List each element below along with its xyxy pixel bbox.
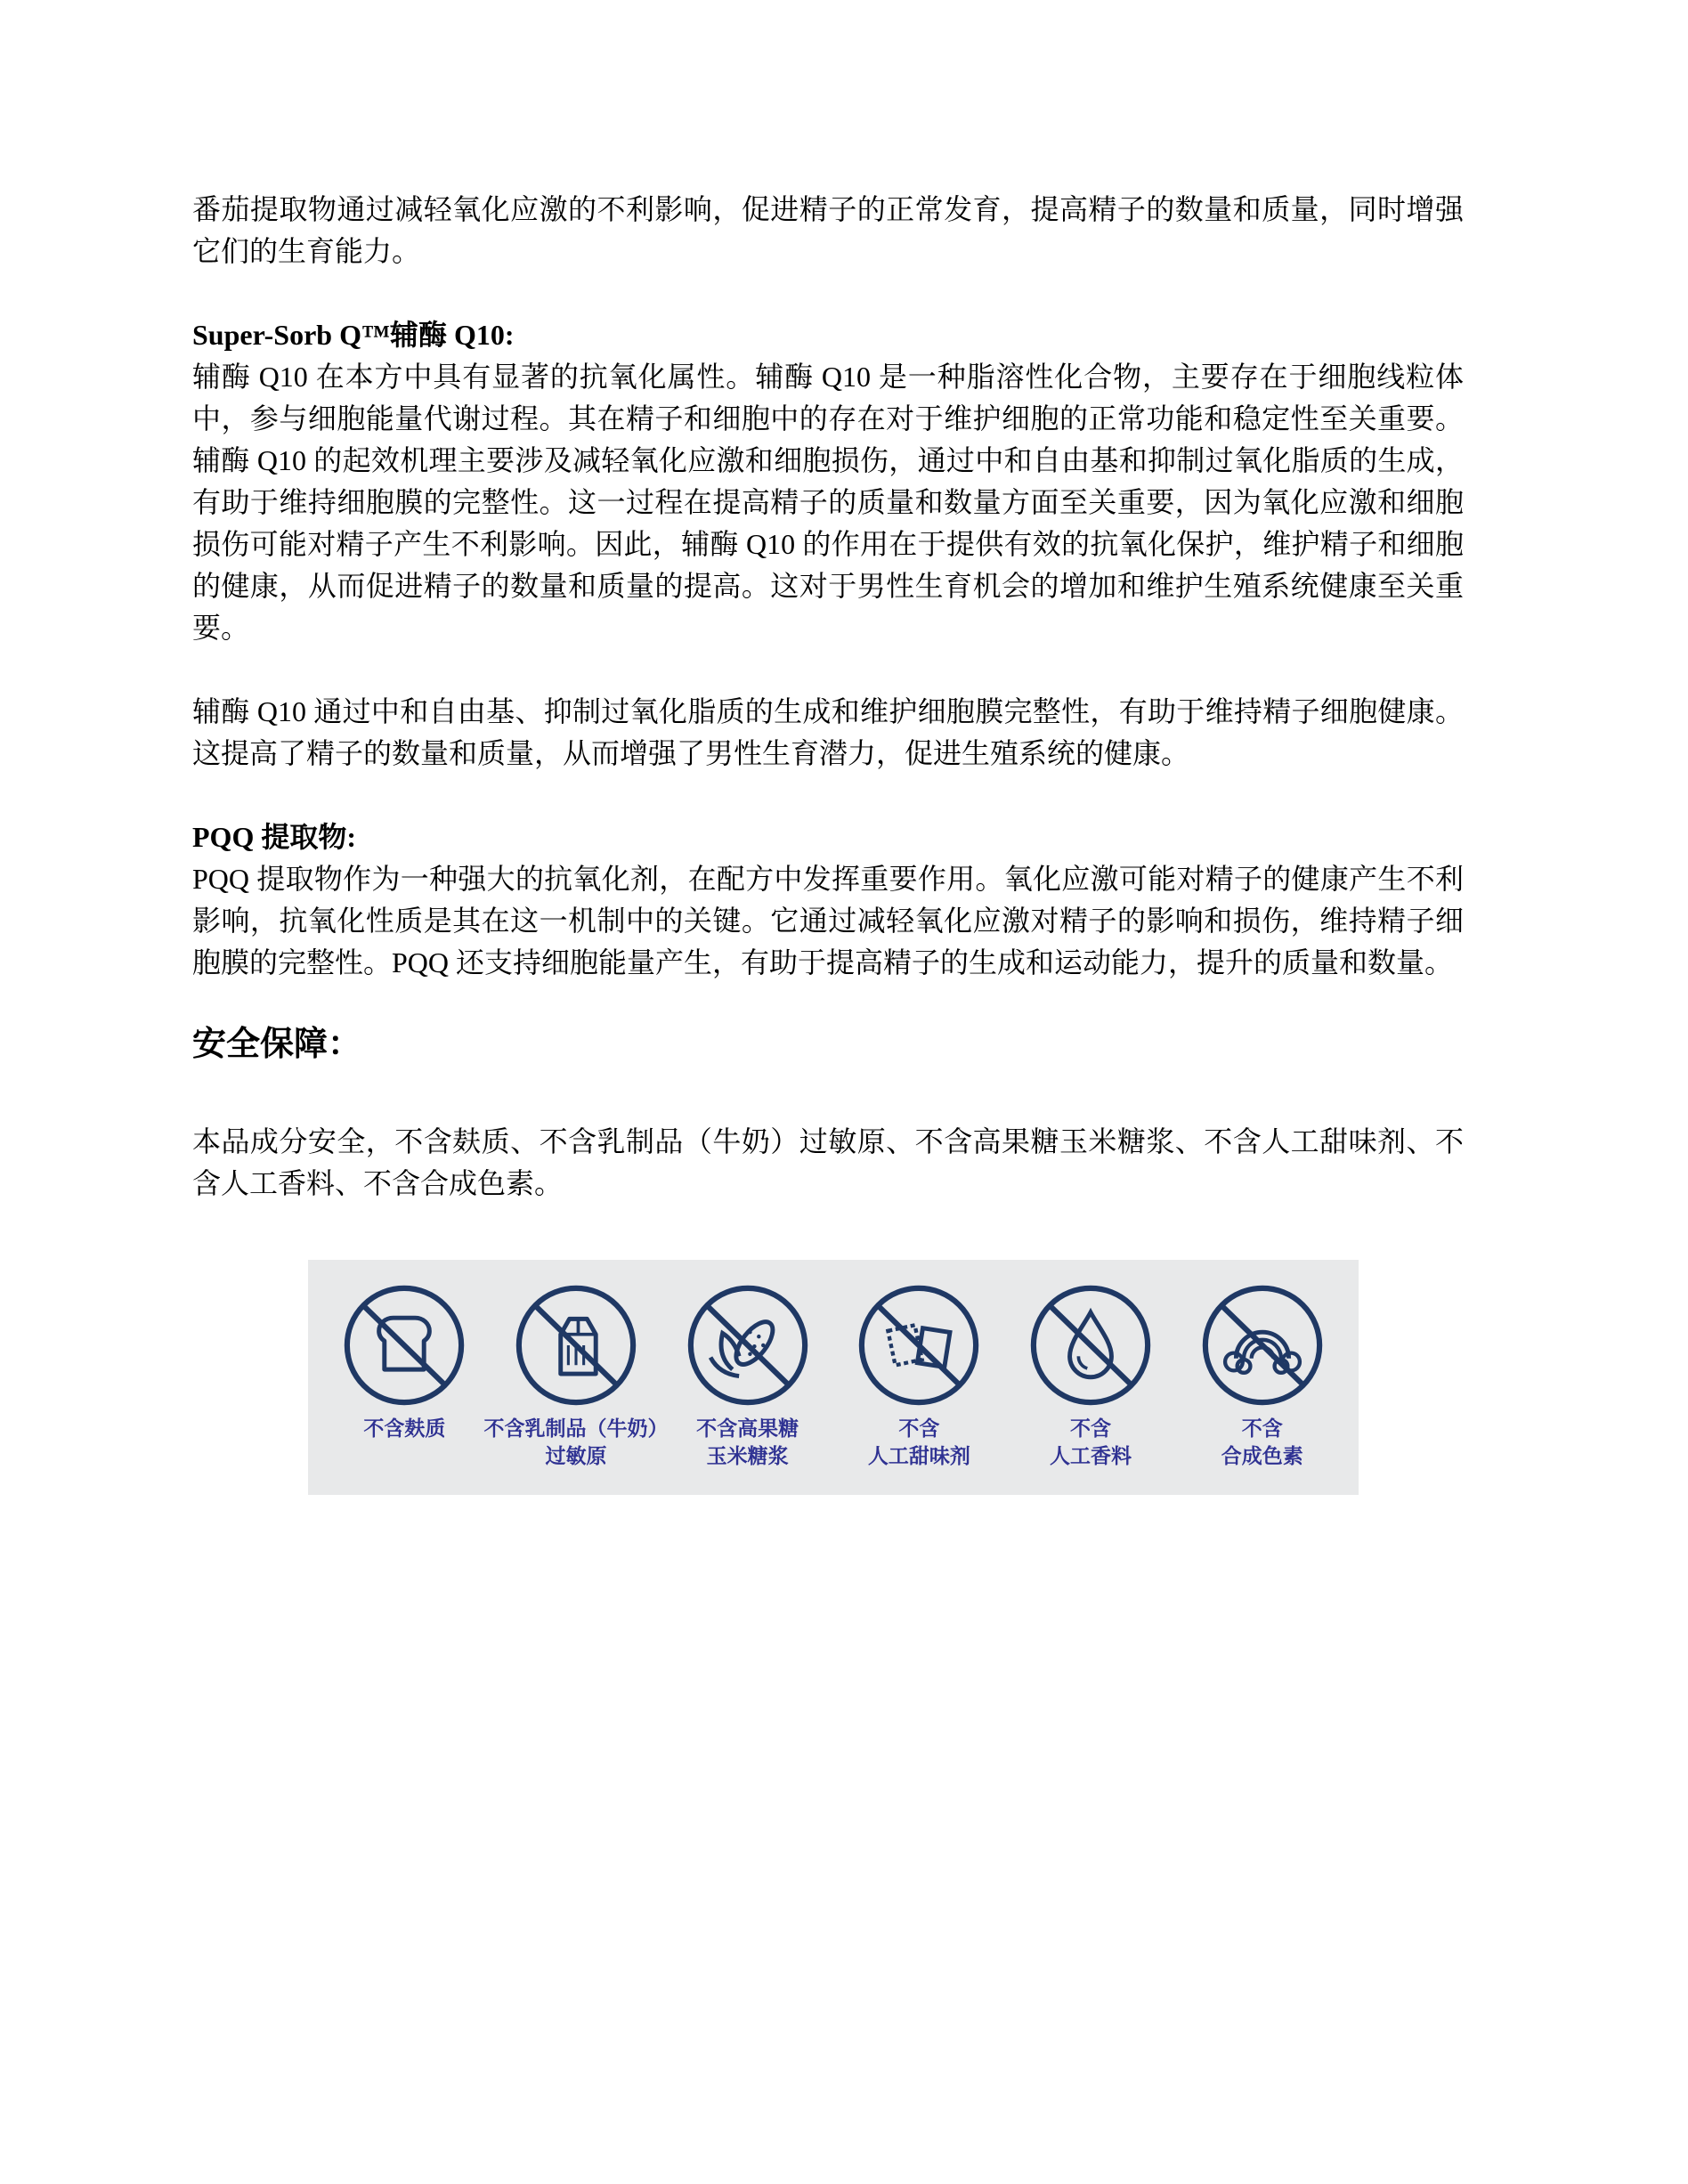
badge-label-line2: 合成色素 [1221,1444,1303,1467]
badge-no-artificial-sweeteners [833,1279,1005,1470]
heading-pqq-extract: PQQ 提取物: [192,821,356,853]
badge-label-line1: 不含 [1070,1417,1112,1440]
badge-no-dairy [483,1279,669,1470]
badge-label-no-gluten [363,1415,445,1442]
heading-super-sorb-coq10: Super-Sorb Q™辅酶 Q10: [192,319,515,351]
heading-safety-guarantee: 安全保障： [192,1026,362,1063]
rainbow-icon [1197,1279,1328,1411]
badge-label-no-dairy [484,1415,669,1470]
paragraph-coq10-main: 辅酶 Q10 在本方中具有显著的抗氧化属性。辅酶 Q10 是一种脂溶性化合物，主要存在于细胞线粒体中，参与细胞能量代谢过程。其在精子和细胞中的存在对于维护细胞的正常功能和稳定性至关重要。辅酶 Q10 的起效机理主要涉及减轻氧化应激和细胞损伤，通过中和自由基和抑制过氧化脂质的生成，有助于维持细胞膜的完整性。这一过程在提高精子的质量和数量方面至关重要，因为氧化应激和细胞损伤可能对精子产生不利影响。因此，辅酶 Q10 的作用在于提供有效的抗氧化保护，维护精子和细胞的健康，从而促进精子的数量和质量的提高。这对于男性生育机会的增加和维护生殖系统健康至关重要。 [192,361,1464,644]
badge-label-no-hfcs [696,1415,799,1470]
badge-no-artificial-flavors [1005,1279,1177,1470]
badge-label-line2: 人工甜味剂 [867,1444,970,1467]
corn-icon [682,1279,814,1411]
badge-label-line1: 不含 [1241,1417,1283,1440]
badge-label-no-artificial-flavors [1050,1415,1132,1470]
paragraph-safety: 本品成分安全，不含麸质、不含乳制品（牛奶）过敏原、不含高果糖玉米糖浆、不含人工甜味剂、不含人工香料、不含合成色素。 [192,1125,1464,1199]
badge-label-line1: 不含 [898,1417,940,1440]
badge-label-line2: 玉米糖浆 [706,1444,789,1467]
paragraph-tomato-extract: 番茄提取物通过减轻氧化应激的不利影响，促进精子的正常发育，提高精子的数量和质量，同时增强它们的生育能力。 [192,193,1464,267]
paragraph-coq10-summary: 辅酶 Q10 通过中和自由基、抑制过氧化脂质的生成和维护细胞膜完整性，有助于维持精子细胞健康。这提高了精子的数量和质量，从而增强了男性生育潜力，促进生殖系统的健康。 [192,695,1464,769]
badge-label-line1: 不含乳制品（牛奶） [483,1417,669,1440]
paragraph-pqq: PQQ 提取物作为一种强大的抗氧化剂，在配方中发挥重要作用。氧化应激可能对精子的健康产生不利影响，抗氧化性质是其在这一机制中的关键。它通过减轻氧化应激对精子的影响和损伤，维持精子细胞膜的完整性。PQQ 还支持细胞能量产生，有助于提高精子的生成和运动能力，提升的质量和数量。 [192,863,1464,978]
badge-no-synthetic-colors [1176,1279,1348,1470]
badge-no-hfcs [661,1279,833,1470]
badge-label-line2: 人工香料 [1050,1444,1132,1467]
water-drop-icon [1025,1279,1156,1411]
badge-label-no-synthetic-colors [1221,1415,1303,1470]
bread-icon [338,1279,470,1411]
sweetener-packets-icon [853,1279,985,1411]
badge-label-line1: 不含麸质 [363,1417,446,1440]
badge-label-line2: 过敏原 [545,1444,607,1467]
allergen-free-badge-panel [308,1260,1359,1495]
badge-label-line1: 不含高果糖 [696,1417,799,1440]
milk-carton-icon [510,1279,642,1411]
badge-label-no-artificial-sweeteners [868,1415,970,1470]
badge-no-gluten [319,1279,491,1442]
